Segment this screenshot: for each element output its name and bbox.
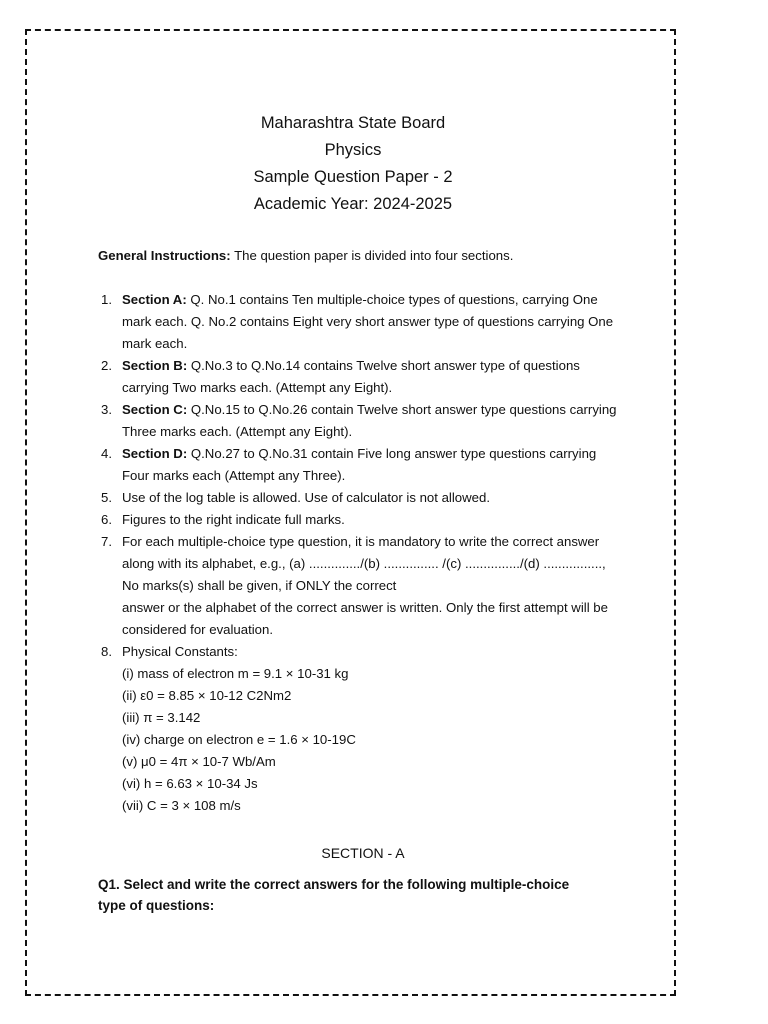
instruction-list <box>98 289 618 817</box>
instruction-number: 7. <box>101 534 112 549</box>
instruction-text: Q. No.1 contains Ten multiple-choice types of questions, carrying One mark each. Q. No.2 contains Eight very short answer type of questions carrying One mark each. <box>122 292 614 351</box>
instruction-number: 1. <box>101 292 112 307</box>
constant-item: (v) μ0 = 4π × 10-7 Wb/Am <box>122 754 276 769</box>
paper-title: Sample Question Paper - 2 <box>253 168 453 186</box>
instruction-text: Physical Constants: <box>122 644 238 659</box>
instruction-item <box>98 443 618 487</box>
question-1: Q1. Select and write the correct answers for the following multiple-choice type of questions: <box>98 877 570 913</box>
constant-item: (i) mass of electron m = 9.1 × 10-31 kg <box>122 666 349 681</box>
academic-year: Academic Year: 2024-2025 <box>253 195 453 213</box>
instruction-label: Section D: <box>122 446 188 461</box>
instruction-label: Section A: <box>122 292 187 307</box>
instruction-item <box>98 355 618 399</box>
instruction-text: For each multiple-choice type question, it is mandatory to write the correct answer along with its alphabet, e.g., (a) ............../(b) ............... /(c) .............../(d) ................, No marks(s) shall be given, if ONLY the correct <box>122 534 606 593</box>
instruction-number: 3. <box>101 402 112 417</box>
instruction-text-continued: answer or the alphabet of the correct answer is written. Only the first attempt will be considered for evaluation. <box>122 600 608 637</box>
instruction-label: Section C: <box>122 402 188 417</box>
physical-constants-list <box>122 663 618 817</box>
constant-item: (vi) h = 6.63 × 10-34 Js <box>122 776 258 791</box>
instruction-label: Section B: <box>122 358 188 373</box>
instruction-number: 8. <box>101 644 112 659</box>
instruction-text: Use of the log table is allowed. Use of calculator is not allowed. <box>122 490 490 505</box>
instruction-text: Q.No.27 to Q.No.31 contain Five long answer type questions carrying Four marks each (Attempt any Three). <box>122 446 597 483</box>
constant-item: (vii) C = 3 × 108 m/s <box>122 798 241 813</box>
general-instructions <box>98 246 513 266</box>
section-a-heading: SECTION - A <box>321 845 405 861</box>
general-instructions-label: General Instructions: <box>98 248 231 263</box>
instruction-item <box>98 509 618 531</box>
instruction-text: Figures to the right indicate full marks. <box>122 512 345 527</box>
instruction-item <box>98 487 618 509</box>
subject-title: Physics <box>324 141 382 159</box>
general-instructions-text: The question paper is divided into four sections. <box>230 248 514 263</box>
paper-header <box>0 110 706 218</box>
constant-item: (iv) charge on electron e = 1.6 × 10-19C <box>122 732 356 747</box>
board-title: Maharashtra State Board <box>260 114 446 132</box>
instruction-number: 4. <box>101 446 112 461</box>
instruction-item <box>98 531 618 641</box>
instruction-number: 6. <box>101 512 112 527</box>
instruction-number: 2. <box>101 358 112 373</box>
instruction-text: Q.No.3 to Q.No.14 contains Twelve short answer type of questions carrying Two marks each. (Attempt any Eight). <box>122 358 580 395</box>
instruction-text: Q.No.15 to Q.No.26 contain Twelve short answer type questions carrying Three marks each. (Attempt any Eight). <box>122 402 617 439</box>
instruction-item <box>98 399 618 443</box>
constant-item: (ii) ε0 = 8.85 × 10-12 C2Nm2 <box>122 688 292 703</box>
instruction-item <box>98 289 618 355</box>
instruction-item <box>98 641 618 817</box>
instruction-number: 5. <box>101 490 112 505</box>
constant-item: (iii) π = 3.142 <box>122 710 201 725</box>
